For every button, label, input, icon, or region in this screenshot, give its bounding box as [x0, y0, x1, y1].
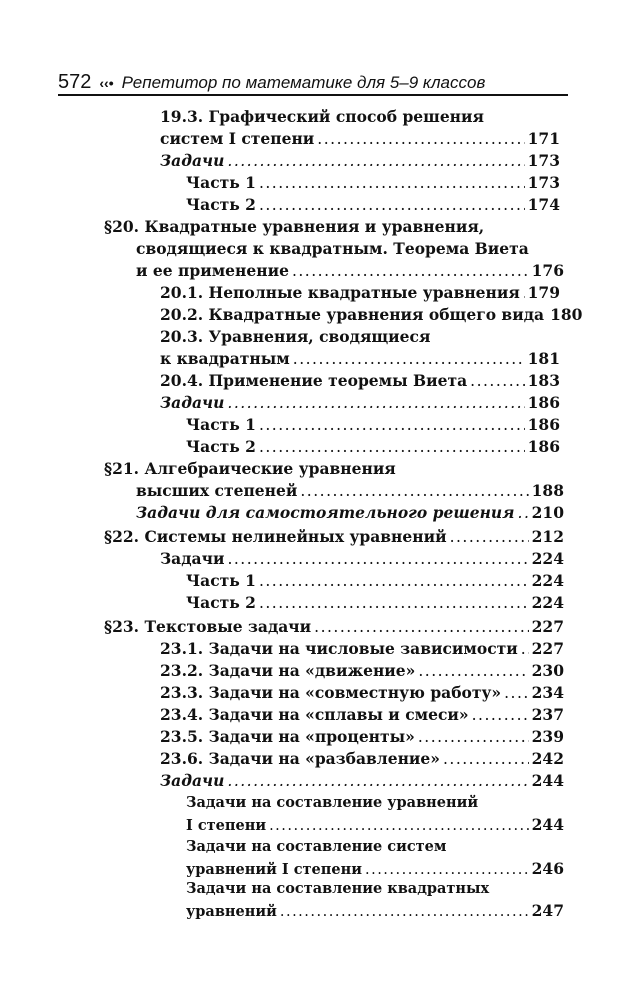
- toc-entry: [160, 304, 583, 326]
- toc-entry-line: Часть 1: [186, 173, 256, 192]
- toc-entry-line: 20.2. Квадратные уравнения общего вида: [160, 305, 545, 324]
- toc-entry: [160, 370, 560, 392]
- toc-entry: [186, 570, 564, 592]
- leader-dots: [523, 282, 525, 304]
- toc-entry-line: систем I степени: [160, 129, 315, 148]
- toc-page-number: 186: [527, 415, 560, 434]
- toc-entry-line: 20.1. Неполные квадратные уравнения: [160, 283, 520, 302]
- toc-entry-line: высших степеней: [136, 481, 298, 500]
- leader-dots: [314, 616, 528, 638]
- leader-dots: [259, 570, 529, 592]
- toc-entry-line: 19.3. Графический способ решения: [160, 107, 484, 126]
- toc-entry-line: Задачи на составление систем: [186, 838, 447, 855]
- toc-entry-line: Задачи на составление уравнений: [186, 794, 479, 811]
- toc-page-number: 179: [527, 283, 560, 302]
- toc-entry: [160, 638, 564, 660]
- toc-page-number: 171: [527, 129, 560, 148]
- toc-page-number: 247: [531, 901, 564, 920]
- toc-entry: [160, 548, 564, 570]
- toc-page-number: 186: [527, 437, 560, 456]
- toc-entry-line: §22. Системы нелинейных уравнений: [104, 527, 447, 546]
- toc-entry: [160, 726, 564, 748]
- toc-page-number: 224: [531, 549, 564, 568]
- leader-dots: [227, 770, 528, 792]
- toc-page-number: 227: [531, 617, 564, 636]
- toc-page-number: 173: [527, 173, 560, 192]
- toc-page-number: 224: [531, 571, 564, 590]
- toc-entry: [186, 836, 564, 881]
- leader-dots: [418, 660, 528, 682]
- toc-page-number: 186: [527, 393, 560, 412]
- toc-entry-line: Задачи на составление квадратных: [186, 880, 490, 897]
- leader-dots: [472, 704, 529, 726]
- leader-dots: [259, 194, 525, 216]
- toc-entry: [160, 748, 564, 770]
- toc-entry-line: §21. Алгебраические уравнения: [104, 459, 396, 478]
- toc-entry-line: Часть 2: [186, 593, 256, 612]
- toc-page-number: 242: [531, 749, 564, 768]
- toc-entry-line: Часть 1: [186, 415, 256, 434]
- toc-entry-line: Задачи для самостоятельного решения: [136, 503, 515, 522]
- toc-page-number: 173: [527, 151, 560, 170]
- leader-dots: [470, 370, 524, 392]
- toc-entry-line: уравнений I степени: [186, 861, 362, 878]
- toc-entry: [160, 106, 560, 150]
- toc-entry-line: 23.2. Задачи на «движение»: [160, 661, 416, 680]
- toc-page-number: 210: [531, 503, 564, 522]
- leader-dots: [227, 150, 524, 172]
- toc-entry: [136, 502, 564, 524]
- toc-entry-line: Задачи: [160, 393, 225, 412]
- toc-entry: [104, 526, 564, 548]
- toc-entry: [160, 150, 560, 172]
- toc-entry: [104, 616, 564, 638]
- toc-entry: [160, 704, 564, 726]
- toc-entry-line: 20.4. Применение теоремы Виета: [160, 371, 468, 390]
- toc-entry-line: к квадратным: [160, 349, 290, 368]
- toc-entry: [186, 592, 564, 614]
- toc-entry: [186, 194, 560, 216]
- leader-dots: [227, 548, 528, 570]
- toc-entry-line: Задачи: [160, 549, 225, 568]
- leader-dots: [504, 682, 529, 704]
- leader-dots: [300, 480, 528, 502]
- toc-entry-line: 23.6. Задачи на «разбавление»: [160, 749, 440, 768]
- toc-page-number: 227: [531, 639, 564, 658]
- leader-dots: [317, 128, 524, 150]
- toc-page-number: 244: [531, 771, 564, 790]
- toc-page-number: 176: [531, 261, 564, 280]
- toc-entry-line: уравнений: [186, 903, 277, 920]
- toc-page-number: 183: [527, 371, 560, 390]
- toc-entry-line: сводящиеся к квадратным. Теорема Виета: [136, 239, 529, 258]
- leader-dots: [450, 526, 529, 548]
- toc-page-number: 212: [531, 527, 564, 546]
- leader-dots: [292, 260, 529, 282]
- leader-dots: [518, 502, 529, 524]
- toc-entry: [186, 436, 560, 458]
- toc-entry-line: 23.4. Задачи на «сплавы и смеси»: [160, 705, 469, 724]
- toc-page-number: 188: [531, 481, 564, 500]
- leader-dots: [280, 901, 529, 923]
- toc-page-number: 239: [531, 727, 564, 746]
- toc-entry-line: Часть 2: [186, 195, 256, 214]
- toc-entry: [160, 770, 564, 792]
- toc-page-number: 230: [531, 661, 564, 680]
- book-title: Репетитор по математике для 5–9 классов: [121, 73, 486, 92]
- toc-page-number: 181: [527, 349, 560, 368]
- toc-entry-line: Часть 2: [186, 437, 256, 456]
- toc-entry-line: 20.3. Уравнения, сводящиеся: [160, 327, 431, 346]
- toc-entry: [104, 458, 564, 502]
- toc-entry: [104, 216, 564, 282]
- toc-entry: [160, 282, 560, 304]
- leader-dots: [418, 726, 529, 748]
- toc-entry-line: §23. Текстовые задачи: [104, 617, 312, 636]
- toc-page-number: 180: [550, 305, 583, 324]
- toc-entry: [186, 792, 564, 837]
- toc-entry: [186, 878, 564, 923]
- leader-dots: [259, 414, 525, 436]
- leader-dots: [259, 436, 525, 458]
- toc-entry: [160, 326, 560, 370]
- toc-entry-line: 23.3. Задачи на «совместную работу»: [160, 683, 502, 702]
- leader-dots: [521, 638, 529, 660]
- page-number: 572: [58, 71, 92, 93]
- toc-entry-line: Задачи: [160, 151, 225, 170]
- toc-page-number: 224: [531, 593, 564, 612]
- leader-dots: [293, 348, 525, 370]
- toc-entry-line: 23.5. Задачи на «проценты»: [160, 727, 415, 746]
- toc-entry: [160, 660, 564, 682]
- toc-entry: [160, 682, 564, 704]
- toc-page-number: 244: [531, 815, 564, 834]
- leader-dots: [269, 815, 529, 837]
- toc-entry: [186, 172, 560, 194]
- leader-dots: [443, 748, 529, 770]
- leader-dots: [227, 392, 524, 414]
- toc-entry: [160, 392, 560, 414]
- toc-entry-line: Задачи: [160, 771, 225, 790]
- toc-page-number: 234: [531, 683, 564, 702]
- toc-entry-line: I степени: [186, 817, 267, 834]
- ornament-icon: ‹‹•: [99, 75, 114, 91]
- leader-dots: [259, 592, 529, 614]
- toc-entry-line: 23.1. Задачи на числовые зависимости: [160, 639, 518, 658]
- toc-entry-line: §20. Квадратные уравнения и уравнения,: [104, 217, 485, 236]
- toc-page-number: 174: [527, 195, 560, 214]
- page-header: [58, 68, 568, 96]
- toc-entry-line: и ее применение: [136, 261, 289, 280]
- toc-entry-line: Часть 1: [186, 571, 256, 590]
- toc-entry: [186, 414, 560, 436]
- toc-page-number: 237: [531, 705, 564, 724]
- toc-page-number: 246: [531, 859, 564, 878]
- leader-dots: [259, 172, 525, 194]
